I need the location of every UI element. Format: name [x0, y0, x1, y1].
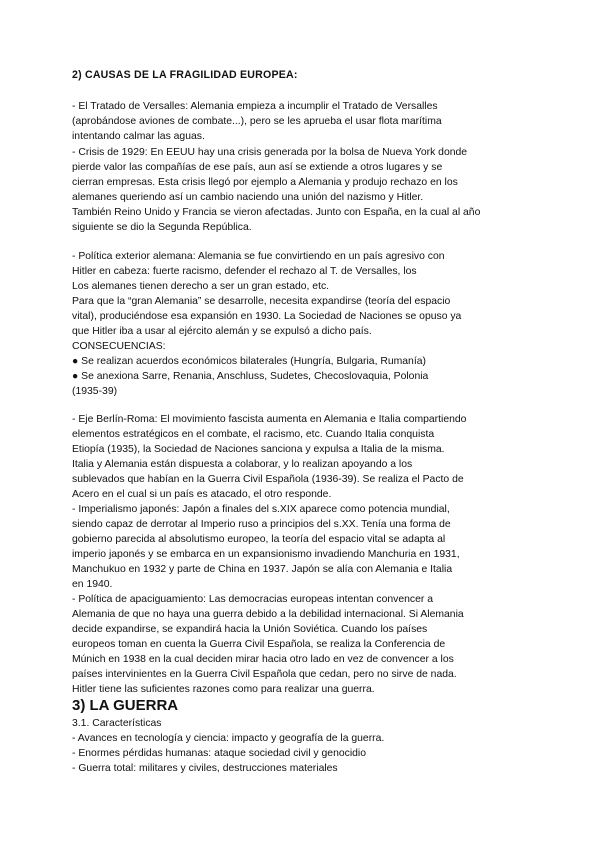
- paragraph-line: Alemania de que no haya una guerra debido a la debilidad internacional. Si Alemania: [72, 609, 464, 620]
- paragraph-line: alemanes queriendo así un cambio naciendo una unión del nazismo y Hitler.: [72, 192, 424, 203]
- paragraph-line: cierran empresas. Esta crisis llegó por ejemplo a Alemania y produjo rechazo en los: [72, 177, 458, 188]
- paragraph-line: sublevados que habían en la Guerra Civil Española (1936-39). Se realiza el Pacto de: [72, 474, 464, 485]
- paragraph-line: Etiopía (1935), la Sociedad de Naciones sanciona y expulsa a Italia de la misma.: [72, 444, 445, 455]
- paragraph-line: gobierno parecida al absolutismo europeo, la teoría del espacio vital se adapta al: [72, 534, 446, 545]
- paragraph-line: en 1940.: [72, 579, 113, 590]
- paragraph-line: siendo capaz de derrotar al Imperio ruso a principios del s.XX. Tenía una forma de: [72, 519, 451, 530]
- list-item: - Avances en tecnología y ciencia: impacto y geografía de la guerra.: [72, 733, 385, 744]
- paragraph-line: Hitler en cabeza: fuerte racismo, defender el rechazo al T. de Versalles, los: [72, 266, 417, 277]
- paragraph-line: siguiente se dio la Segunda República.: [72, 222, 252, 233]
- paragraph-line: Los alemanes tienen derecho a ser un gran estado, etc.: [72, 281, 330, 292]
- paragraph-line: Múnich en 1938 en la cual deciden mirar hacia otro lado en vez de convencer a los: [72, 654, 454, 665]
- paragraph-line: países intervinientes en la Guerra Civil Española que cedan, pero no sirve de nada.: [72, 669, 457, 680]
- section-heading-guerra: 3) LA GUERRA: [72, 697, 179, 714]
- list-item: - Guerra total: militares y civiles, destrucciones materiales: [72, 763, 338, 774]
- paragraph-line: pierde valor las compañías de ese país, aun así se extiende a otros lugares y se: [72, 162, 443, 173]
- paragraph-line: Hitler tiene las suficientes razones como para realizar una guerra.: [72, 684, 375, 695]
- paragraph-line: vital), produciéndose esa expansión en 1930. La Sociedad de Naciones se opuso ya: [72, 311, 462, 322]
- bullet-item: ● Se realizan acuerdos económicos bilaterales (Hungría, Bulgaria, Rumanía): [72, 356, 426, 367]
- paragraph-line: Italia y Alemania están dispuesta a colaborar, y lo realizan apoyando a los: [72, 459, 413, 470]
- consecuencias-label: CONSECUENCIAS:: [72, 341, 166, 352]
- paragraph-line: elementos estratégicos en el combate, el racismo, etc. Cuando Italia conquista: [72, 429, 435, 440]
- paragraph-line: - Política de apaciguamiento: Las democracias europeas intentan convencer a: [72, 594, 434, 605]
- section-heading-causas: 2) CAUSAS DE LA FRAGILIDAD EUROPEA:: [72, 69, 298, 81]
- subsection-title: 3.1. Características: [72, 718, 162, 729]
- paragraph-line: que Hitler iba a usar al ejército alemán y se expulsó a dicho país.: [72, 326, 372, 337]
- paragraph-line: - Eje Berlín-Roma: El movimiento fascista aumenta en Alemania e Italia compartiendo: [72, 414, 467, 425]
- paragraph-line: - Imperialismo japonés: Japón a finales del s.XIX aparece como potencia mundial,: [72, 504, 450, 515]
- bullet-item: ● Se anexiona Sarre, Renania, Anschluss, Sudetes, Checoslovaquia, Polonia: [72, 371, 429, 382]
- paragraph-line: imperio japonés y se embarca en un expansionismo invadiendo Manchuria en 1931,: [72, 549, 460, 560]
- paragraph-line: - Política exterior alemana: Alemania se fue convirtiendo en un país agresivo con: [72, 251, 445, 262]
- paragraph-line: Acero en el cual si un país es atacado, el otro responde.: [72, 489, 332, 500]
- paragraph-line: decide expandirse, se expandirá hacia la Unión Soviética. Cuando los países: [72, 624, 428, 635]
- paragraph-line: Para que la “gran Alemania” se desarrolle, necesita expandirse (teoría del espacio: [72, 296, 451, 307]
- paragraph-line: - Crisis de 1929: En EEUU hay una crisis generada por la bolsa de Nueva York donde: [72, 147, 468, 158]
- paragraph-line: (1935-39): [72, 386, 118, 397]
- paragraph-line: Manchukuo en 1932 y parte de China en 1937. Japón se alía con Alemania e Italia: [72, 564, 453, 575]
- paragraph-line: europeos toman en cuenta la Guerra Civil Española, se realiza la Conferencia de: [72, 639, 446, 650]
- paragraph-line: También Reino Unido y Francia se vieron afectadas. Junto con España, en la cual al año: [72, 207, 481, 218]
- paragraph-line: intentando calmar las aguas.: [72, 131, 205, 142]
- paragraph-line: (aprobándose aviones de combate...), pero se les aprueba el usar flota marítima: [72, 116, 442, 127]
- paragraph-line: - El Tratado de Versalles: Alemania empieza a incumplir el Tratado de Versalles: [72, 101, 438, 112]
- list-item: - Enormes pérdidas humanas: ataque sociedad civil y genocidio: [72, 748, 366, 759]
